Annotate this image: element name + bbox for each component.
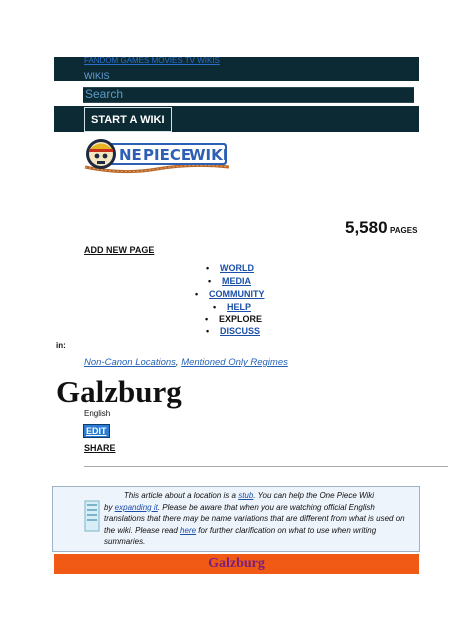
svg-text:NE: NE (119, 146, 142, 164)
stub-link[interactable]: stub (238, 491, 254, 500)
wikis-menu[interactable]: WIKIS (84, 71, 110, 81)
infobox-header (54, 554, 419, 574)
category-link[interactable]: Non-Canon Locations (84, 357, 176, 368)
stub-icon (84, 500, 100, 532)
share-button[interactable]: SHARE (84, 443, 116, 453)
nav-item-explore[interactable] (205, 314, 262, 324)
wiki-logo[interactable] (83, 137, 231, 177)
stub-notice-text (104, 490, 414, 548)
add-new-page-link[interactable]: ADD NEW PAGE (84, 245, 155, 255)
category-list (84, 357, 288, 368)
notice-text: by (104, 502, 115, 512)
expanding-link[interactable]: expanding it (114, 502, 158, 512)
nav-item-help[interactable] (213, 302, 251, 312)
bullet: • (213, 302, 217, 312)
nav-item-discuss[interactable] (206, 326, 260, 336)
nav-link-help[interactable]: HELP (227, 302, 252, 312)
search-input[interactable]: Search (85, 87, 124, 101)
nav-item-world[interactable] (206, 263, 254, 273)
nav-link-media[interactable]: MEDIA (222, 276, 251, 286)
bullet: • (205, 314, 209, 324)
here-link[interactable]: here (180, 525, 197, 535)
divider (84, 466, 448, 467)
search-bar[interactable] (83, 87, 414, 103)
bullet: • (206, 263, 210, 273)
start-wiki-button[interactable]: START A WIKI (84, 107, 172, 132)
language-selector[interactable]: English (84, 409, 111, 418)
bullet: • (208, 276, 212, 286)
notice-text: for further clarification on what to use when writing summaries. (104, 525, 377, 546)
category-link[interactable]: Mentioned Only Regimes (181, 357, 288, 368)
nav-link-discuss[interactable]: DISCUSS (220, 326, 261, 336)
global-nav-links[interactable]: FANDOM GAMES MOVIES TV WIKIS (84, 56, 220, 65)
infobox-title: Galzburg (208, 556, 265, 571)
notice-text: This article about a location is a (123, 491, 239, 500)
page-count-label: PAGES (390, 226, 418, 235)
page-title: Galzburg (56, 374, 182, 409)
nav-item-media[interactable] (208, 276, 251, 286)
one-piece-logo-icon (83, 137, 231, 177)
category-separator: , (175, 357, 182, 368)
nav-link-world[interactable]: WORLD (220, 263, 254, 273)
notice-text: . You can help the One Piece Wiki (253, 491, 375, 500)
nav-link-community[interactable]: COMMUNITY (209, 289, 265, 299)
bullet: • (206, 326, 210, 336)
page-count-value: 5,580 (345, 218, 388, 237)
svg-text:WIKI: WIKI (189, 146, 229, 164)
svg-text:PIECE: PIECE (143, 146, 192, 164)
categories-in-label: in: (56, 341, 66, 350)
nav-label-explore[interactable]: EXPLORE (219, 314, 263, 324)
edit-button[interactable]: EDIT (83, 424, 110, 438)
nav-item-community[interactable] (195, 289, 265, 299)
bullet: • (195, 289, 199, 299)
notice-text: . Please be aware that when you are watching official English translations that there may be name variations that are different from what is used on the wiki. Please read (104, 502, 405, 535)
